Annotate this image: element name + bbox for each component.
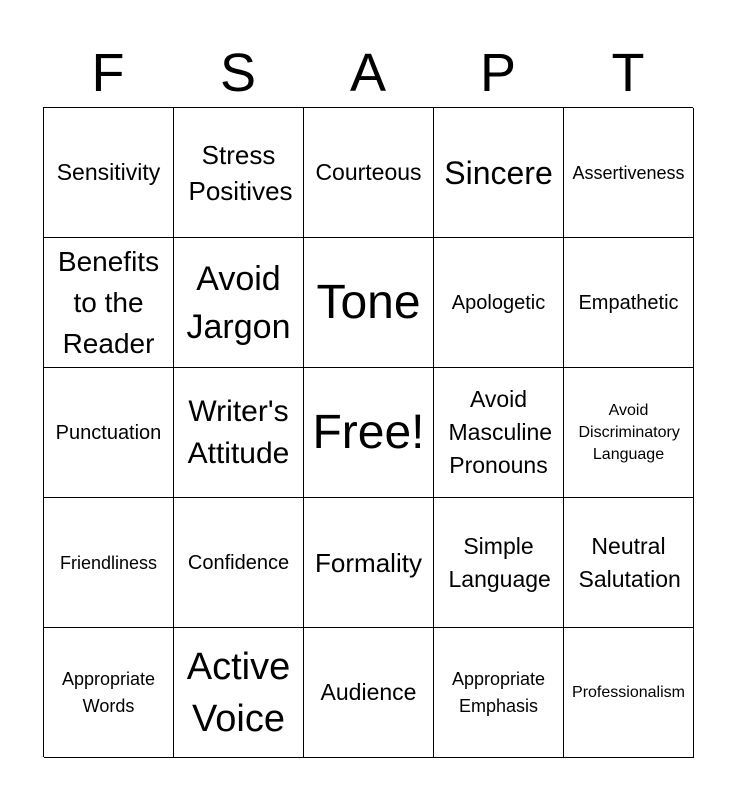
bingo-cell[interactable]	[44, 498, 174, 628]
bingo-cell[interactable]	[304, 628, 434, 758]
cell-label: Free!	[312, 405, 425, 459]
cell-label: Punctuation	[55, 421, 162, 444]
cell-label: Tone	[316, 275, 421, 329]
cell-label: Appropriate Emphasis	[451, 668, 546, 716]
bingo-cell[interactable]	[434, 628, 564, 758]
cell-label: Sincere	[444, 154, 553, 191]
bingo-cell[interactable]	[564, 108, 694, 238]
bingo-cell[interactable]	[304, 498, 434, 628]
cell-label: Professionalism	[572, 683, 685, 701]
cell-label: Avoid Jargon	[186, 259, 291, 346]
bingo-cell[interactable]	[434, 108, 564, 238]
cell-label: Apologetic	[451, 291, 546, 314]
bingo-cell[interactable]	[434, 498, 564, 628]
bingo-cell[interactable]	[434, 238, 564, 368]
cell-label: Confidence	[187, 551, 290, 574]
cell-label: Friendliness	[59, 552, 158, 573]
cell-label: Stress Positives	[188, 139, 293, 206]
bingo-cell[interactable]	[44, 628, 174, 758]
cell-label: Appropriate Words	[61, 668, 156, 716]
bingo-cell[interactable]	[174, 368, 304, 498]
header-letter-a: A	[349, 43, 387, 103]
bingo-cell[interactable]	[44, 368, 174, 498]
cell-label: Sensitivity	[56, 159, 161, 185]
bingo-cell[interactable]	[564, 498, 694, 628]
cell-label: Benefits to the Reader	[57, 246, 160, 359]
cell-label: Active Voice	[186, 645, 291, 740]
bingo-cell[interactable]	[304, 238, 434, 368]
cell-label: Neutral Salutation	[578, 532, 681, 592]
cell-label: Avoid Masculine Pronouns	[448, 386, 553, 478]
bingo-header	[43, 40, 693, 106]
bingo-cell[interactable]	[174, 498, 304, 628]
cell-label: Simple Language	[448, 532, 551, 592]
cell-label: Formality	[315, 547, 422, 578]
cell-label: Audience	[320, 679, 417, 705]
bingo-cell[interactable]	[564, 238, 694, 368]
cell-label: Writer's Attitude	[187, 394, 290, 470]
cell-label: Courteous	[315, 159, 422, 185]
bingo-cell[interactable]	[174, 238, 304, 368]
header-letter-p: P	[479, 43, 517, 103]
bingo-cell[interactable]	[304, 108, 434, 238]
bingo-board	[43, 107, 693, 757]
bingo-cell[interactable]	[434, 368, 564, 498]
header-letter-s: S	[219, 43, 257, 103]
bingo-cell[interactable]	[564, 628, 694, 758]
bingo-cell[interactable]	[564, 368, 694, 498]
bingo-cell[interactable]	[304, 368, 434, 498]
bingo-cell[interactable]	[174, 628, 304, 758]
bingo-cell[interactable]	[174, 108, 304, 238]
cell-label: Assertiveness	[572, 162, 685, 183]
header-letter-f: F	[91, 43, 125, 103]
cell-label: Empathetic	[578, 291, 679, 314]
bingo-cell[interactable]	[44, 238, 174, 368]
cell-label: Avoid Discriminatory Language	[578, 401, 680, 463]
header-letter-t: T	[611, 43, 645, 103]
bingo-cell[interactable]	[44, 108, 174, 238]
